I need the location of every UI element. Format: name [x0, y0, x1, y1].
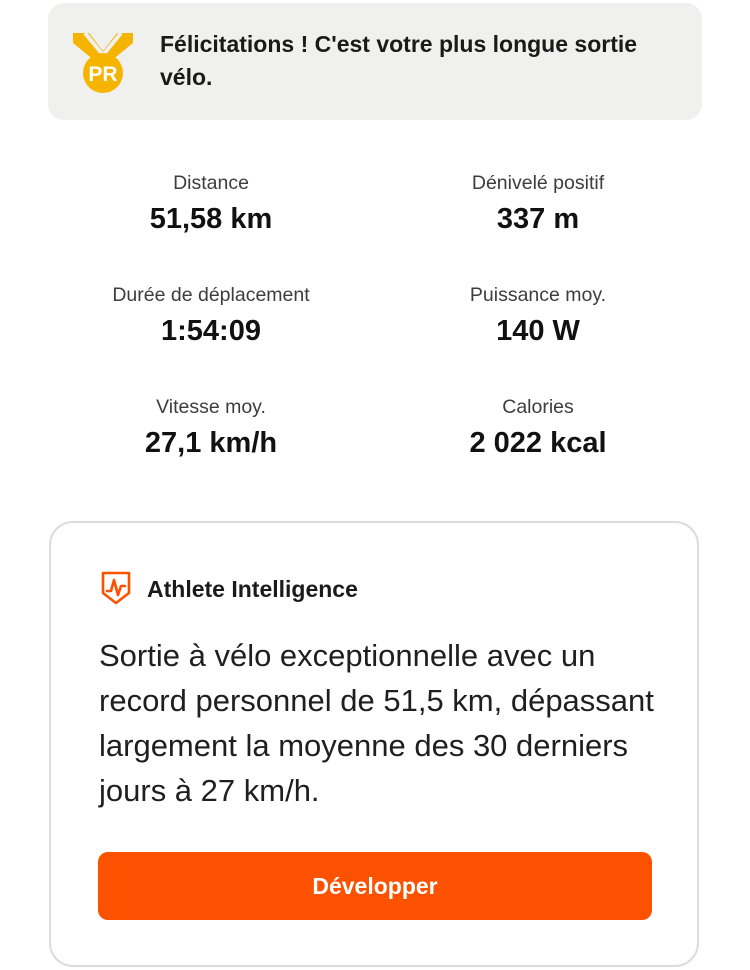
stat-value: 140 W: [496, 315, 580, 347]
stat-avg-speed: [61, 395, 361, 461]
stat-value: 2 022 kcal: [469, 427, 607, 459]
stat-label: Calories: [502, 396, 574, 418]
pr-banner: [48, 3, 702, 120]
stat-value: 1:54:09: [161, 315, 261, 347]
athlete-intelligence-icon: [101, 571, 131, 605]
stat-label: Durée de déplacement: [112, 284, 310, 306]
athlete-intelligence-card: [49, 521, 699, 967]
stat-label: Vitesse moy.: [156, 396, 266, 418]
stat-value: 27,1 km/h: [144, 427, 278, 459]
pr-medal-icon: [71, 29, 135, 95]
stat-label: Distance: [173, 172, 249, 194]
expand-button[interactable]: Développer: [98, 852, 652, 920]
stat-value: 51,58 km: [149, 203, 273, 235]
pr-message: Félicitations ! C'est votre plus longue sortie vélo.: [160, 31, 638, 90]
stat-avg-power: [388, 283, 688, 349]
stat-moving-time: [61, 283, 361, 349]
stat-calories: [388, 395, 688, 461]
stat-label: Dénivelé positif: [471, 172, 605, 194]
athlete-intelligence-title: Athlete Intelligence: [147, 576, 358, 602]
stat-label: Puissance moy.: [469, 284, 607, 306]
stat-distance: [61, 171, 361, 237]
athlete-intelligence-summary: Sortie à vélo exceptionnelle avec un record personnel de 51,5 km, dépassant largement la moyenne des 30 derniers jours à 27 km/h.: [99, 638, 654, 808]
stat-elevation-gain: [388, 171, 688, 237]
pr-badge-text: PR: [88, 63, 118, 86]
stat-value: 337 m: [496, 203, 580, 235]
